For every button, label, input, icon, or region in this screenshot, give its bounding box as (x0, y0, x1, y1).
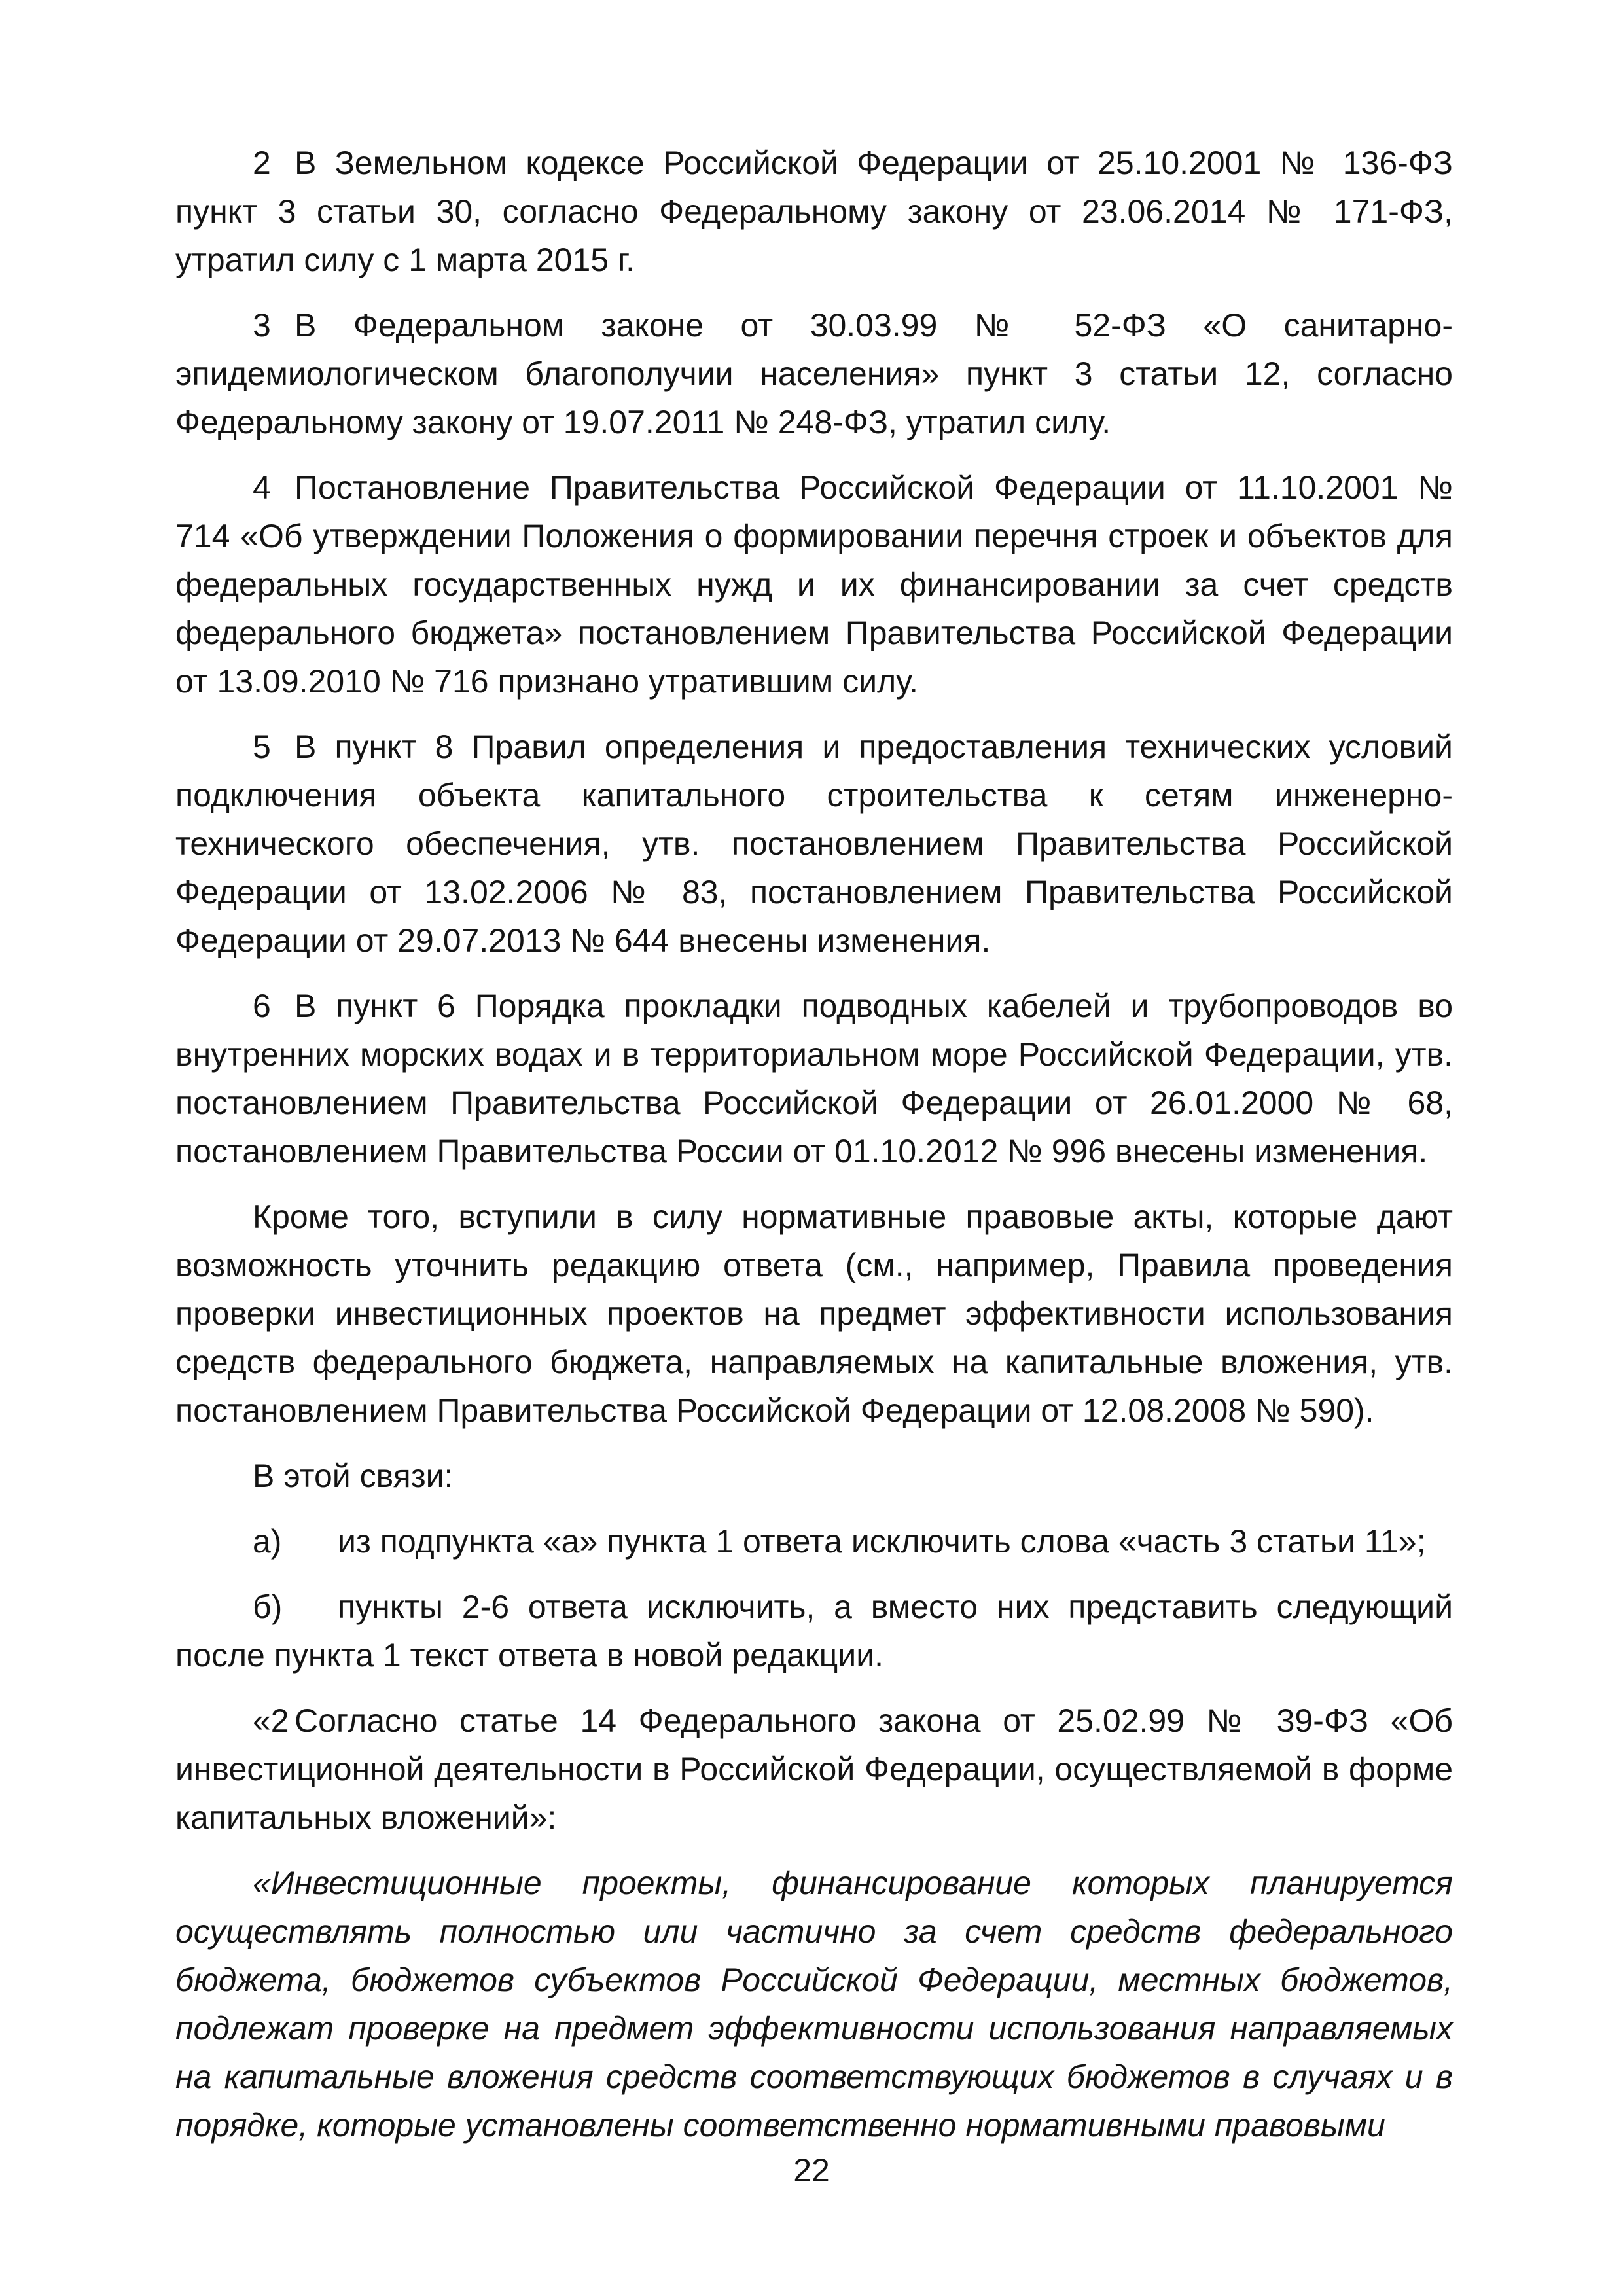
paragraph-item-2 (175, 139, 1453, 284)
paragraph-item-4 (175, 463, 1453, 706)
paragraph-number: «2 (253, 1702, 289, 1739)
page-number: 22 (793, 2152, 830, 2189)
paragraph-text: В Федеральном законе от 30.03.99 № 52-ФЗ «О санитарно-эпидемиологическом благополучии населения» пункт 3 статьи 12, согласно Федеральному закону от 19.07.2011 № 248-ФЗ, утратил силу. (175, 307, 1453, 440)
paragraph-text: Согласно статье 14 Федерального закона от 25.02.99 № 39-ФЗ «Об инвестиционной деятельности в Российской Федерации, осуществляемой в форме капитальных вложений»: (175, 1702, 1453, 1836)
paragraph-text: В пункт 8 Правил определения и предоставления технических условий подключения объекта капитального строительства к сетям инженерно-технического обеспечения, утв. постановлением Правительства Российской Федерации от 13.02.2006 № 83, постановлением Правительства Российской Федерации от 29.07.2013 № 644 внесены изменения. (175, 728, 1453, 959)
paragraph-item-5 (175, 723, 1453, 965)
quoted-law-text: «Инвестиционные проекты, финансирование которых планируется осуществлять полностью или частично за счет средств федерального бюджета, бюджетов субъектов Российской Федерации, местных бюджетов, подлежат проверке на предмет эффективности использования направляемых на капитальные вложения средств соответствующих бюджетов в случаях и в порядке, которые установлены соответственно нормативными правовыми (175, 1865, 1453, 2144)
paragraph-in-this-regard: В этой связи: (253, 1458, 454, 1494)
paragraph-text: Постановление Правительства Российской Федерации от 11.10.2001 № 714 «Об утверждении Положения о формировании перечня строек и объектов для федеральных государственных нужд и их финансировании за счет средств федерального бюджета» постановлением Правительства Российской Федерации от 13.09.2010 № 716 признано утратившим силу. (175, 469, 1453, 700)
paragraph-item-3 (175, 301, 1453, 446)
paragraph-item-6 (175, 982, 1453, 1175)
page-body (175, 139, 1453, 2149)
list-item-text: из подпункта «а» пункта 1 ответа исключить слова «часть 3 статьи 11»; (338, 1523, 1426, 1560)
paragraph-number: 6 (253, 988, 271, 1024)
list-item-letter: а) (253, 1523, 282, 1560)
paragraph-new-item-2 (175, 1696, 1453, 1842)
list-item-a (175, 1517, 1453, 1566)
paragraph-text: В пункт 6 Порядка прокладки подводных кабелей и трубопроводов во внутренних морских водах и в территориальном море Российской Федерации, утв. постановлением Правительства Российской Федерации от 26.01.2000 № 68, постановлением Правительства России от 01.10.2012 № 996 внесены изменения. (175, 988, 1453, 1170)
paragraph-number: 5 (253, 728, 271, 765)
paragraph-text: В Земельном кодексе Российской Федерации от 25.10.2001 № 136-ФЗ пункт 3 статьи 30, согласно Федеральному закону от 23.06.2014 № 171-ФЗ, утратил силу с 1 марта 2015 г. (175, 145, 1453, 278)
paragraph-number: 3 (253, 307, 271, 344)
paragraph-number: 2 (253, 145, 271, 181)
list-item-text: пункты 2-6 ответа исключить, а вместо них представить следующий после пункта 1 текст ответа в новой редакции. (175, 1588, 1453, 1674)
paragraph-additional-acts: Кроме того, вступили в силу нормативные правовые акты, которые дают возможность уточнить редакцию ответа (см., например, Правила проведения проверки инвестиционных проектов на предмет эффективности использования средств федерального бюджета, направляемых на капитальные вложения, утв. постановлением Правительства Российской Федерации от 12.08.2008 № 590). (175, 1198, 1453, 1429)
list-item-b (175, 1583, 1453, 1679)
list-item-letter: б) (253, 1588, 283, 1625)
paragraph-number: 4 (253, 469, 271, 506)
